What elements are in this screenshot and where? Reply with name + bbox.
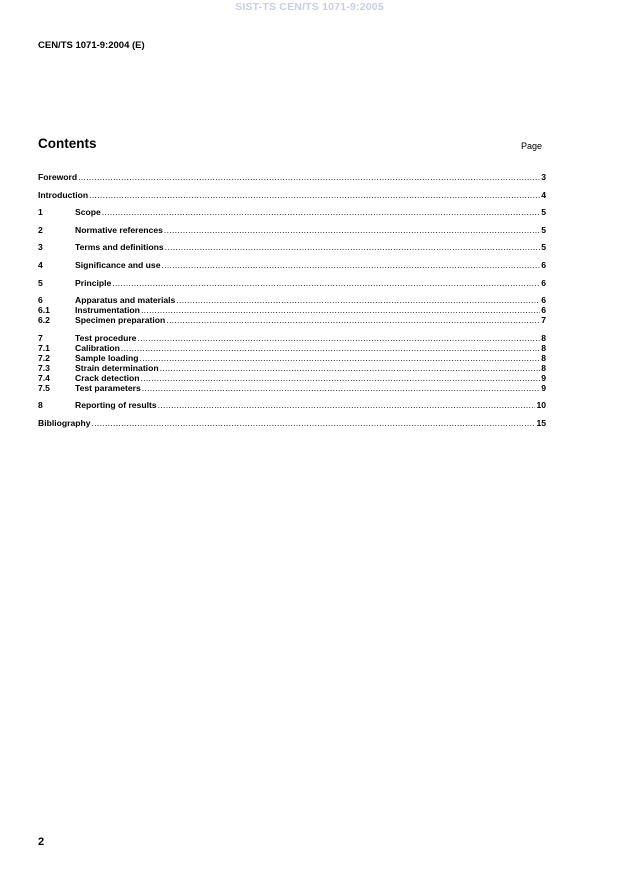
toc-entry-page: 3 <box>541 172 546 182</box>
toc-entry-number: 6.1 <box>38 305 50 316</box>
toc-entry[interactable] <box>38 373 546 383</box>
toc-entry[interactable] <box>38 363 546 373</box>
toc-dot-leader <box>102 207 540 217</box>
toc-entry-number: 3 <box>38 242 43 253</box>
toc-entry[interactable] <box>38 333 546 343</box>
toc-entry-number: 8 <box>38 400 43 411</box>
toc-entry[interactable] <box>38 242 546 252</box>
toc-entry-page: 9 <box>541 382 546 393</box>
toc-entry[interactable] <box>38 172 546 182</box>
toc-entry-number: 6 <box>38 295 43 306</box>
toc-entry-page: 15 <box>536 417 546 428</box>
toc-entry[interactable] <box>38 305 546 315</box>
toc-entry[interactable] <box>38 278 546 288</box>
toc-entry-number: 7.2 <box>38 352 50 363</box>
toc-dot-leader <box>112 278 540 288</box>
toc-entry-page: 8 <box>541 362 546 373</box>
toc-entry-title: Foreword <box>38 172 78 182</box>
toc-entry-title: Specimen preparation <box>75 315 166 326</box>
toc-entry[interactable] <box>38 418 546 428</box>
toc-entry-number: 7.3 <box>38 362 50 373</box>
toc-entry-title: Normative references <box>75 224 163 235</box>
toc-entry-title: Significance and use <box>75 259 161 270</box>
toc-entry[interactable] <box>38 295 546 305</box>
toc-entry-title: Terms and definitions <box>75 242 164 253</box>
toc-dot-leader <box>78 172 540 182</box>
toc-entry-title: Principle <box>75 277 112 288</box>
toc-dot-leader <box>158 400 536 410</box>
toc-entry[interactable] <box>38 260 546 270</box>
toc-dot-leader <box>137 333 540 343</box>
toc-entry-page: 8 <box>541 332 546 343</box>
toc-entry-title: Crack detection <box>75 372 140 383</box>
toc-dot-leader <box>140 353 541 363</box>
toc-entry-page: 8 <box>541 342 546 353</box>
toc-dot-leader <box>164 225 540 235</box>
toc-entry-title: Apparatus and materials <box>75 295 176 306</box>
toc-entry-number: 6.2 <box>38 315 50 326</box>
contents-heading: Contents <box>38 136 97 151</box>
toc-entry-title: Test parameters <box>75 382 141 393</box>
toc-entry-number: 5 <box>38 277 43 288</box>
toc-entry[interactable] <box>38 400 546 410</box>
toc-entry[interactable] <box>38 207 546 217</box>
toc-entry-title: Instrumentation <box>75 305 140 316</box>
toc-entry-page: 6 <box>541 277 546 288</box>
toc-entry-number: 2 <box>38 224 43 235</box>
toc-entry-page: 6 <box>541 305 546 316</box>
toc-entry-page: 7 <box>541 315 546 326</box>
toc-dot-leader <box>166 315 540 325</box>
toc-entry-title: Introduction <box>38 189 89 200</box>
toc-entry-title: Test procedure <box>75 332 137 343</box>
toc-dot-leader <box>165 242 541 252</box>
toc-dot-leader <box>121 343 540 353</box>
toc-entry-title: Reporting of results <box>75 400 157 411</box>
document-id: CEN/TS 1071-9:2004 (E) <box>38 40 145 51</box>
toc-entry-title: Calibration <box>75 342 120 353</box>
toc-dot-leader <box>176 295 540 305</box>
toc-entry-page: 6 <box>541 295 546 306</box>
watermark-text: SIST-TS CEN/TS 1071-9:2005 <box>235 1 384 13</box>
toc-dot-leader <box>92 418 536 428</box>
toc-entry-title: Bibliography <box>38 417 91 428</box>
toc-entry-page: 9 <box>541 372 546 383</box>
toc-entry-page: 5 <box>541 207 546 218</box>
toc-entry-page: 5 <box>541 242 546 253</box>
toc-entry-title: Scope <box>75 207 101 218</box>
toc-entry[interactable] <box>38 383 546 393</box>
toc-entry-number: 7.4 <box>38 372 50 383</box>
toc-entry-title: Sample loading <box>75 352 139 363</box>
toc-dot-leader <box>89 190 540 200</box>
page-number: 2 <box>38 836 45 848</box>
toc-entry-page: 6 <box>541 259 546 270</box>
toc-entry-number: 7.1 <box>38 342 50 353</box>
toc-entry-page: 4 <box>541 189 546 200</box>
toc-dot-leader <box>141 305 540 315</box>
toc-entry[interactable] <box>38 353 546 363</box>
toc-dot-leader <box>161 260 540 270</box>
page-column-label: Page <box>521 141 543 151</box>
toc-entry-number: 7 <box>38 332 43 343</box>
toc-entry-page: 8 <box>541 352 546 363</box>
toc-dot-leader <box>142 383 540 393</box>
toc-entry[interactable] <box>38 225 546 235</box>
toc-entry-title: Strain determination <box>75 362 159 373</box>
toc-entry-page: 5 <box>541 224 546 235</box>
toc-entry[interactable] <box>38 315 546 325</box>
toc-entry-number: 4 <box>38 259 43 270</box>
toc-entry[interactable] <box>38 343 546 353</box>
toc-entry[interactable] <box>38 190 546 200</box>
table-of-contents <box>38 172 546 428</box>
toc-entry-page: 10 <box>536 400 546 411</box>
toc-dot-leader <box>160 363 541 373</box>
toc-entry-number: 7.5 <box>38 382 50 393</box>
toc-entry-number: 1 <box>38 207 43 218</box>
toc-dot-leader <box>140 373 540 383</box>
